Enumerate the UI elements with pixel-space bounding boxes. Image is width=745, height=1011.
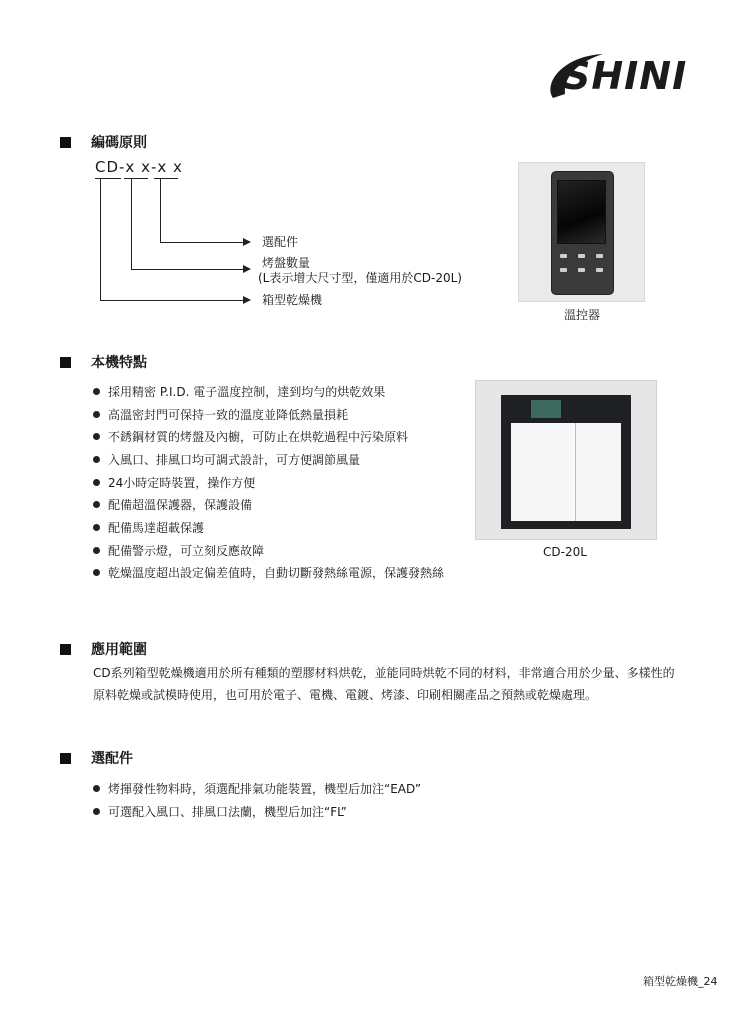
list-item: 配備超溫保護器，保護設備: [93, 493, 444, 516]
section-heading-options: [60, 748, 133, 768]
controller-caption: 溫控器: [564, 308, 601, 322]
list-item: 烤揮發性物料時，須選配排氣功能裝置，機型后加注“EAD”: [93, 777, 421, 800]
arrow-icon: [243, 238, 251, 246]
code-pattern: CD-x x-x x: [95, 158, 183, 176]
machine-caption: CD-20L: [543, 545, 587, 559]
logo-text: SHINI: [563, 54, 688, 98]
list-item: 可選配入風口、排風口法蘭，機型后加注“FL”: [93, 800, 421, 823]
shini-logo: [543, 48, 708, 108]
applications-paragraph: CD系列箱型乾燥機適用於所有種類的塑膠材料烘乾，並能同時烘乾不同的材料，非常適合用於少量、多樣性的原料乾燥或試模時使用，也可用於電子、電機、電鍍、烤漆、印刷相關產品之預熱或乾燥處理。: [93, 666, 675, 702]
bullet-icon: [93, 411, 100, 418]
feature-list: [93, 380, 444, 584]
square-bullet-icon: [60, 357, 71, 368]
label-tray-note: (L表示增大尺寸型，僅適用於CD-20L): [258, 271, 462, 285]
bullet-icon: [93, 785, 100, 792]
square-bullet-icon: [60, 644, 71, 655]
section-title: 本機特點: [91, 355, 147, 371]
underline-model: [95, 178, 121, 179]
section-title: 編碼原則: [91, 135, 147, 151]
label-options: 選配件: [262, 235, 299, 249]
arrow-icon: [243, 296, 251, 304]
square-bullet-icon: [60, 753, 71, 764]
page-footer: 箱型乾燥機_24: [643, 975, 718, 988]
list-item: 配備馬達超載保護: [93, 516, 444, 539]
list-item: 採用精密 P.I.D. 電子溫度控制，達到均勻的烘乾效果: [93, 380, 444, 403]
bullet-icon: [93, 501, 100, 508]
connector-model-v: [100, 178, 101, 301]
underline-options: [154, 178, 178, 179]
cd-20l-machine-image: [475, 380, 657, 540]
bullet-icon: [93, 569, 100, 576]
bullet-icon: [93, 433, 100, 440]
section-title: 應用範圍: [91, 642, 147, 658]
connector-options-v: [160, 178, 161, 243]
section-heading-features: [60, 352, 147, 372]
connector-trays-v: [131, 178, 132, 270]
connector-trays-h: [131, 269, 243, 270]
connector-model-h: [100, 300, 243, 301]
connector-options-h: [160, 242, 243, 243]
options-list: [93, 777, 421, 822]
label-tray-count: 烤盤數量: [262, 256, 311, 270]
list-item: 配備警示燈，可立刻反應故障: [93, 539, 444, 562]
bullet-icon: [93, 524, 100, 531]
underline-trays: [124, 178, 148, 179]
list-item: 24小時定時裝置，操作方便: [93, 471, 444, 494]
bullet-icon: [93, 388, 100, 395]
bullet-icon: [93, 808, 100, 815]
section-heading-coding: [60, 132, 147, 152]
list-item: 不銹鋼材質的烤盤及內櫥，可防止在烘乾過程中污染原料: [93, 425, 444, 448]
list-item: 高溫密封門可保持一致的溫度並降低熱量損耗: [93, 403, 444, 426]
arrow-icon: [243, 265, 251, 273]
square-bullet-icon: [60, 137, 71, 148]
list-item: 入風口、排風口均可調式設計，可方便調節風量: [93, 448, 444, 471]
label-model: 箱型乾燥機: [262, 293, 323, 307]
bullet-icon: [93, 456, 100, 463]
list-item: 乾燥溫度超出設定偏差值時，自動切斷發熱絲電源，保護發熱絲: [93, 562, 444, 585]
temperature-controller-image: [518, 162, 645, 302]
bullet-icon: [93, 547, 100, 554]
section-title: 選配件: [91, 751, 133, 767]
section-heading-applications: [60, 639, 147, 659]
bullet-icon: [93, 479, 100, 486]
